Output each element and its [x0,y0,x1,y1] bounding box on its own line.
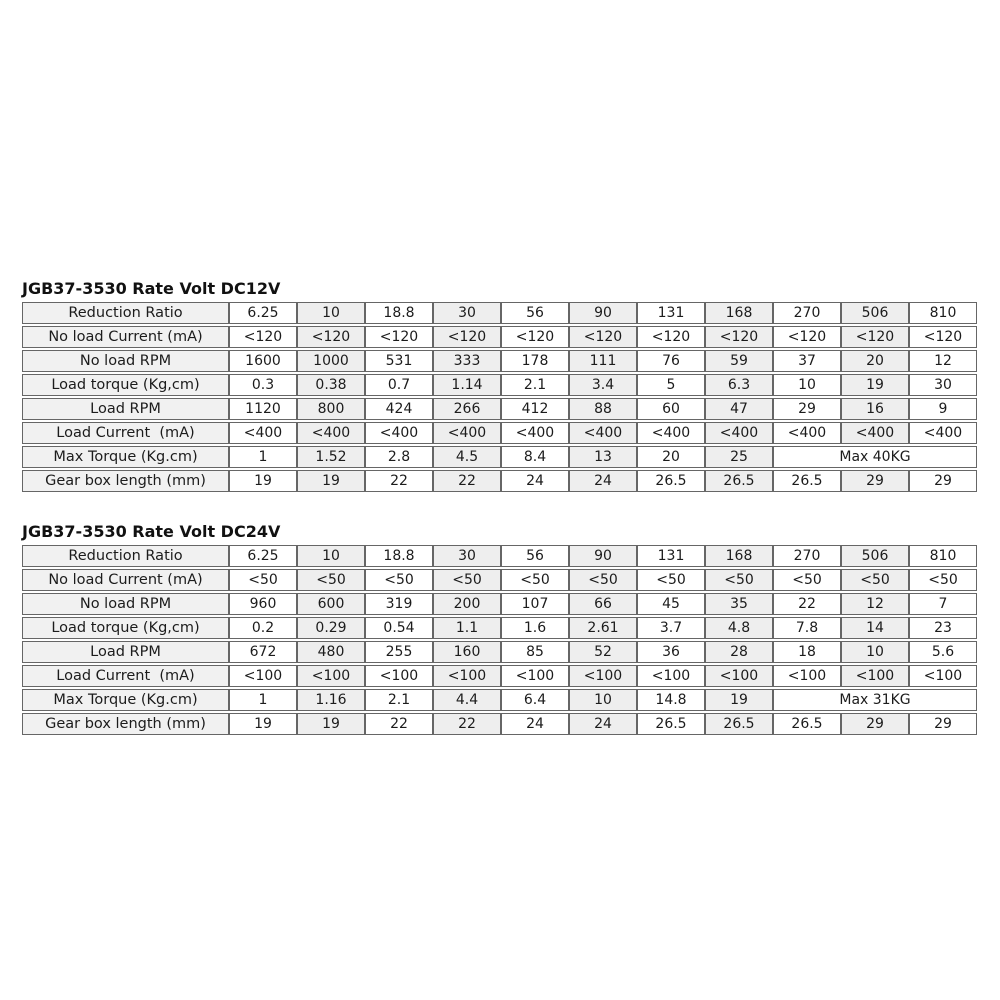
value-cell: <120 [909,326,977,348]
spec-row [22,569,977,591]
value-cell: 3.4 [569,374,637,396]
value-cell: <120 [773,326,841,348]
value-cell: 168 [705,545,773,567]
value-cell: <50 [365,569,433,591]
value-cell: 1 [229,446,297,468]
value-cell: 18.8 [365,545,433,567]
value-cell: 76 [637,350,705,372]
value-cell: 29 [773,398,841,420]
row-label-cell: Reduction Ratio [22,545,229,567]
value-cell: 16 [841,398,909,420]
value-cell: 18.8 [365,302,433,324]
table-title-dc24v: JGB37-3530 Rate Volt DC24V [22,522,281,541]
value-cell: 266 [433,398,501,420]
value-cell: <100 [229,665,297,687]
value-cell: 19 [705,689,773,711]
value-cell: 424 [365,398,433,420]
value-cell: 270 [773,302,841,324]
value-cell: <50 [841,569,909,591]
value-cell: 14.8 [637,689,705,711]
value-cell: 26.5 [773,713,841,735]
value-cell: 255 [365,641,433,663]
value-cell: 2.1 [365,689,433,711]
value-cell: 200 [433,593,501,615]
value-cell: <50 [705,569,773,591]
spec-row [22,593,977,615]
value-cell: 88 [569,398,637,420]
value-cell: 5.6 [909,641,977,663]
value-cell: 800 [297,398,365,420]
value-cell: 22 [773,593,841,615]
merged-value-cell: Max 31KG [773,689,977,711]
value-cell: 24 [569,713,637,735]
spec-table-body-dc12v [22,302,977,492]
value-cell: 506 [841,302,909,324]
row-label-cell: Max Torque (Kg.cm) [22,446,229,468]
value-cell: 10 [841,641,909,663]
value-cell: <50 [297,569,365,591]
value-cell: <400 [569,422,637,444]
value-cell: 85 [501,641,569,663]
value-cell: <100 [569,665,637,687]
value-cell: <400 [501,422,569,444]
value-cell: 23 [909,617,977,639]
value-cell: 810 [909,545,977,567]
value-cell: <400 [297,422,365,444]
value-cell: 270 [773,545,841,567]
value-cell: 131 [637,545,705,567]
value-cell: 14 [841,617,909,639]
value-cell: 20 [637,446,705,468]
spec-section-dc24v [22,522,978,737]
value-cell: 37 [773,350,841,372]
value-cell: 6.25 [229,545,297,567]
value-cell: 506 [841,545,909,567]
value-cell: <120 [365,326,433,348]
value-cell: <50 [637,569,705,591]
row-label-cell: No load RPM [22,350,229,372]
value-cell: <400 [433,422,501,444]
value-cell: <120 [297,326,365,348]
value-cell: 35 [705,593,773,615]
row-label-cell: Gear box length (mm) [22,470,229,492]
value-cell: 319 [365,593,433,615]
value-cell: 10 [297,545,365,567]
value-cell: <50 [433,569,501,591]
value-cell: 19 [841,374,909,396]
value-cell: 19 [229,470,297,492]
value-cell: 3.7 [637,617,705,639]
value-cell: <120 [501,326,569,348]
value-cell: 600 [297,593,365,615]
value-cell: 45 [637,593,705,615]
spec-row [22,617,977,639]
value-cell: 22 [365,713,433,735]
value-cell: 1000 [297,350,365,372]
value-cell: 7.8 [773,617,841,639]
value-cell: 66 [569,593,637,615]
value-cell: <400 [365,422,433,444]
value-cell: 0.54 [365,617,433,639]
value-cell: 19 [297,470,365,492]
value-cell: 19 [229,713,297,735]
value-cell: 29 [841,470,909,492]
value-cell: 24 [569,470,637,492]
value-cell: 52 [569,641,637,663]
value-cell: <100 [433,665,501,687]
value-cell: 333 [433,350,501,372]
value-cell: <400 [841,422,909,444]
value-cell: 10 [297,302,365,324]
value-cell: <400 [229,422,297,444]
value-cell: 160 [433,641,501,663]
spec-row [22,302,977,324]
value-cell: 12 [909,350,977,372]
value-cell: <50 [229,569,297,591]
value-cell: 1600 [229,350,297,372]
spec-row [22,713,977,735]
value-cell: <100 [501,665,569,687]
value-cell: 1.1 [433,617,501,639]
value-cell: 28 [705,641,773,663]
value-cell: <50 [909,569,977,591]
value-cell: 22 [365,470,433,492]
value-cell: 412 [501,398,569,420]
value-cell: 25 [705,446,773,468]
value-cell: 672 [229,641,297,663]
value-cell: 56 [501,302,569,324]
spec-row [22,374,977,396]
value-cell: 4.8 [705,617,773,639]
value-cell: 29 [909,713,977,735]
value-cell: 6.4 [501,689,569,711]
value-cell: 18 [773,641,841,663]
spec-row [22,422,977,444]
value-cell: 2.8 [365,446,433,468]
value-cell: 9 [909,398,977,420]
row-label-cell: No load Current (mA) [22,569,229,591]
value-cell: 24 [501,713,569,735]
row-label-cell: Gear box length (mm) [22,713,229,735]
value-cell: <50 [501,569,569,591]
spec-row [22,641,977,663]
value-cell: <100 [705,665,773,687]
value-cell: 24 [501,470,569,492]
value-cell: 4.4 [433,689,501,711]
value-cell: 7 [909,593,977,615]
value-cell: 1.6 [501,617,569,639]
value-cell: 0.7 [365,374,433,396]
value-cell: 26.5 [773,470,841,492]
value-cell: 90 [569,302,637,324]
value-cell: <120 [229,326,297,348]
value-cell: 131 [637,302,705,324]
value-cell: 10 [773,374,841,396]
spec-table-dc24v [22,543,977,737]
value-cell: 6.25 [229,302,297,324]
value-cell: <400 [705,422,773,444]
value-cell: <400 [773,422,841,444]
value-cell: 59 [705,350,773,372]
value-cell: 178 [501,350,569,372]
value-cell: 29 [909,470,977,492]
spec-row [22,326,977,348]
row-label-cell: Reduction Ratio [22,302,229,324]
spec-row [22,398,977,420]
spec-row [22,689,977,711]
row-label-cell: Load torque (Kg,cm) [22,374,229,396]
value-cell: <100 [365,665,433,687]
row-label-cell: No load RPM [22,593,229,615]
value-cell: 960 [229,593,297,615]
row-label-cell: Load torque (Kg,cm) [22,617,229,639]
value-cell: 2.61 [569,617,637,639]
value-cell: 0.2 [229,617,297,639]
value-cell: <120 [841,326,909,348]
spec-section-dc12v [22,279,978,494]
row-label-cell: Load RPM [22,641,229,663]
value-cell: 1 [229,689,297,711]
spec-row [22,665,977,687]
value-cell: <100 [637,665,705,687]
merged-value-cell: Max 40KG [773,446,977,468]
value-cell: 90 [569,545,637,567]
value-cell: 26.5 [705,470,773,492]
value-cell: <400 [637,422,705,444]
spec-table-dc12v [22,300,977,494]
value-cell: <120 [569,326,637,348]
value-cell: 2.1 [501,374,569,396]
value-cell: <120 [637,326,705,348]
value-cell: 111 [569,350,637,372]
value-cell: 26.5 [637,713,705,735]
value-cell: <100 [297,665,365,687]
value-cell: 810 [909,302,977,324]
spec-row [22,350,977,372]
value-cell: 30 [433,302,501,324]
value-cell: 1.14 [433,374,501,396]
value-cell: 10 [569,689,637,711]
spec-row [22,446,977,468]
value-cell: 0.38 [297,374,365,396]
value-cell: 22 [433,713,501,735]
value-cell: 47 [705,398,773,420]
row-label-cell: Load Current (mA) [22,665,229,687]
value-cell: 19 [297,713,365,735]
value-cell: <120 [705,326,773,348]
value-cell: 12 [841,593,909,615]
value-cell: 168 [705,302,773,324]
value-cell: 20 [841,350,909,372]
value-cell: 8.4 [501,446,569,468]
spec-table-body-dc24v [22,545,977,735]
value-cell: 30 [433,545,501,567]
value-cell: 0.29 [297,617,365,639]
spec-row [22,545,977,567]
value-cell: <100 [909,665,977,687]
value-cell: <100 [841,665,909,687]
value-cell: 36 [637,641,705,663]
value-cell: 1.52 [297,446,365,468]
value-cell: 1120 [229,398,297,420]
value-cell: 13 [569,446,637,468]
table-title-dc12v: JGB37-3530 Rate Volt DC12V [22,279,281,298]
value-cell: 26.5 [705,713,773,735]
value-cell: 22 [433,470,501,492]
spec-row [22,470,977,492]
row-label-cell: No load Current (mA) [22,326,229,348]
value-cell: 29 [841,713,909,735]
value-cell: 0.3 [229,374,297,396]
value-cell: 531 [365,350,433,372]
value-cell: <50 [773,569,841,591]
value-cell: <400 [909,422,977,444]
value-cell: 1.16 [297,689,365,711]
value-cell: <50 [569,569,637,591]
value-cell: 4.5 [433,446,501,468]
row-label-cell: Max Torque (Kg.cm) [22,689,229,711]
value-cell: 56 [501,545,569,567]
value-cell: 26.5 [637,470,705,492]
value-cell: 30 [909,374,977,396]
value-cell: 60 [637,398,705,420]
value-cell: 480 [297,641,365,663]
row-label-cell: Load Current (mA) [22,422,229,444]
value-cell: <120 [433,326,501,348]
row-label-cell: Load RPM [22,398,229,420]
value-cell: 6.3 [705,374,773,396]
value-cell: 5 [637,374,705,396]
value-cell: <100 [773,665,841,687]
value-cell: 107 [501,593,569,615]
